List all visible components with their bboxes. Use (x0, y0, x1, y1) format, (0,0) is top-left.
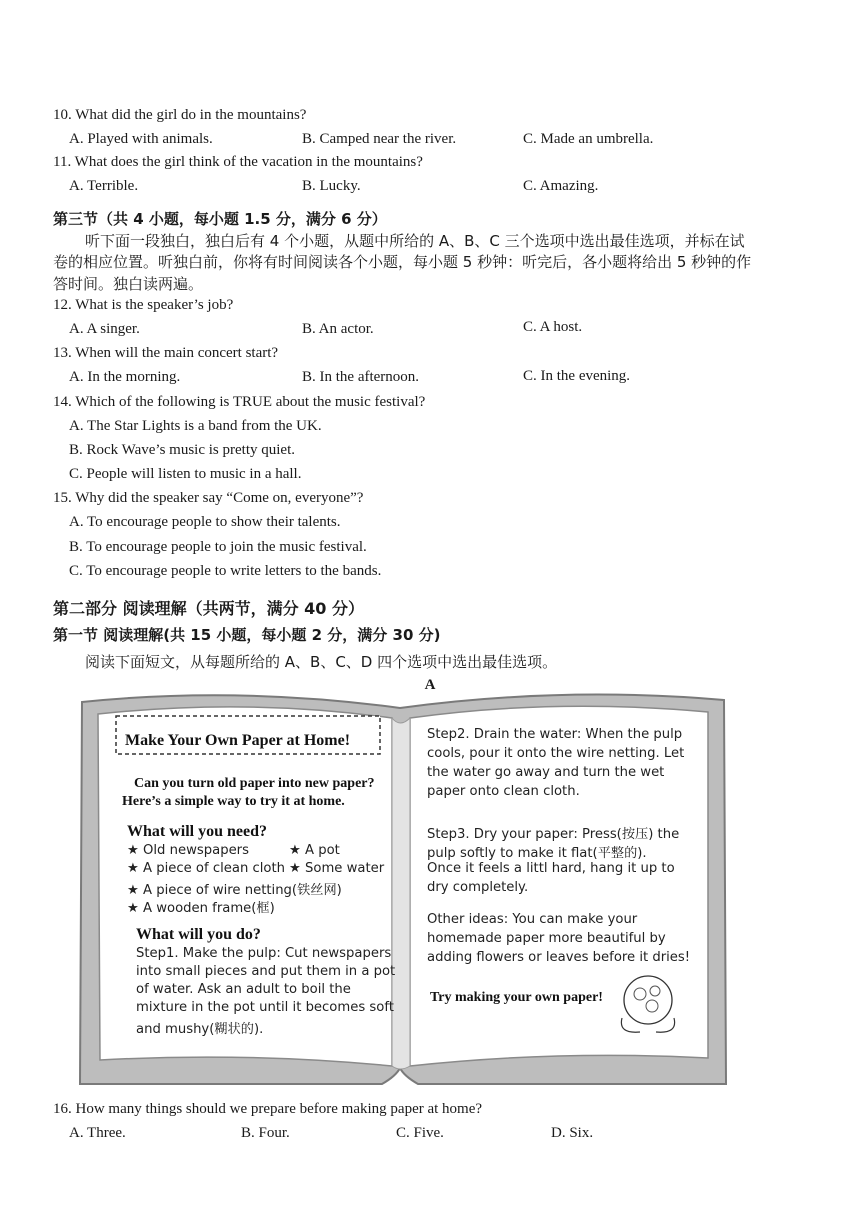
need-item: ★ Some water (289, 861, 385, 876)
step1-line: mixture in the pot until it becomes soft (136, 1000, 394, 1015)
question-11: 11. What does the girl think of the vacation in the mountains? (53, 154, 423, 170)
part2-instruction: 阅读下面短文，从每题所给的 A、B、C、D 四个选项中选出最佳选项。 (85, 653, 558, 671)
q10-option-a: A. Played with animals. (69, 131, 213, 147)
step1-line: into small pieces and put them in a pot (136, 964, 396, 979)
q10-option-b: B. Camped near the river. (302, 131, 457, 147)
step3-line: Once it feels a littl hard, hang it up to (427, 861, 675, 876)
q16-option-a: A. Three. (69, 1125, 126, 1141)
step1-line: and mushy(糊状的). (136, 1022, 264, 1037)
q15-option-c: C. To encourage people to write letters to the bands. (69, 563, 382, 579)
book-intro-line1: Can you turn old paper into new paper? (134, 776, 375, 791)
q13-option-c: C. In the evening. (523, 368, 631, 384)
q13-option-a: A. In the morning. (69, 369, 181, 385)
need-heading: What will you need? (127, 823, 268, 840)
q15-option-b: B. To encourage people to join the music festival. (69, 539, 367, 555)
q16-option-b: B. Four. (241, 1125, 290, 1141)
q14-option-a: A. The Star Lights is a band from the UK. (69, 418, 322, 434)
question-10: 10. What did the girl do in the mountains? (53, 107, 307, 123)
step3-line: pulp softly to make it flat(平整的). (427, 846, 647, 861)
question-12: 12. What is the speaker’s job? (53, 297, 234, 313)
section3-instruction-line1: 听下面一段独白，独白后有 4 个小题，从题中所给的 A、B、C 三个选项中选出最佳选项，并标在试 (85, 232, 745, 250)
q16-option-d: D. Six. (551, 1125, 594, 1141)
q11-option-b: B. Lucky. (302, 178, 361, 194)
step2-line: Step2. Drain the water: When the pulp (427, 727, 683, 742)
step1-line: Step1. Make the pulp: Cut newspapers (136, 946, 392, 961)
step3-line: Step3. Dry your paper: Press(按压) the (427, 827, 680, 842)
q16-option-c: C. Five. (396, 1125, 444, 1141)
step2-line: paper onto clean cloth. (427, 784, 580, 799)
need-item: ★ Old newspapers (127, 843, 249, 858)
step2-line: cools, pour it onto the wire netting. Let (427, 746, 685, 761)
other-ideas-line: Other ideas: You can make your (427, 912, 638, 927)
q12-option-a: A. A singer. (69, 321, 140, 337)
question-16: 16. How many things should we prepare before making paper at home? (53, 1101, 483, 1117)
other-ideas-line: adding flowers or leaves before it dries! (427, 950, 691, 965)
other-ideas-line: homemade paper more beautiful by (427, 931, 666, 946)
section3-instruction-line2: 卷的相应位置。听独白前，你将有时间阅读各个小题，每小题 5 秒钟：听完后，各小题将给出 5 秒钟的作 (53, 253, 752, 271)
step3-line: dry completely. (427, 880, 529, 895)
step1-line: of water. Ask an adult to boil the (136, 982, 351, 997)
section3-heading: 第三节（共 4 小题，每小题 1.5 分，满分 6 分） (53, 210, 387, 228)
book-spine (392, 718, 410, 1069)
q12-option-b: B. An actor. (302, 321, 374, 337)
q13-option-b: B. In the afternoon. (302, 369, 420, 385)
section3-instruction-line3: 答时间。独白读两遍。 (53, 275, 204, 293)
book-title: Make Your Own Paper at Home! (125, 732, 351, 749)
part2-heading: 第二部分 阅读理解（共两节，满分 40 分） (53, 599, 364, 618)
need-item: ★ A wooden frame(框) (127, 901, 275, 916)
q10-option-c: C. Made an umbrella. (523, 131, 654, 147)
q12-option-c: C. A host. (523, 319, 583, 335)
question-13: 13. When will the main concert start? (53, 345, 279, 361)
q14-option-c: C. People will listen to music in a hall. (69, 466, 302, 482)
need-item: ★ A piece of wire netting(铁丝网) (127, 883, 342, 898)
need-item: ★ A piece of clean cloth (127, 861, 286, 876)
try-making-text: Try making your own paper! (430, 990, 603, 1005)
question-14: 14. Which of the following is TRUE about the music festival? (53, 394, 426, 410)
step2-line: the water go away and turn the wet (427, 765, 665, 780)
q11-option-a: A. Terrible. (69, 178, 139, 194)
need-item: ★ A pot (289, 843, 340, 858)
question-15: 15. Why did the speaker say “Come on, everyone”? (53, 490, 364, 506)
book-intro-line2: Here’s a simple way to try it at home. (122, 794, 345, 809)
q15-option-a: A. To encourage people to show their talents. (69, 514, 341, 530)
q11-option-c: C. Amazing. (523, 178, 599, 194)
q14-option-b: B. Rock Wave’s music is pretty quiet. (69, 442, 295, 458)
do-heading: What will you do? (136, 926, 261, 943)
passage-label: A (424, 677, 436, 693)
part2-section1-heading: 第一节 阅读理解(共 15 小题，每小题 2 分，满分 30 分) (53, 626, 441, 644)
